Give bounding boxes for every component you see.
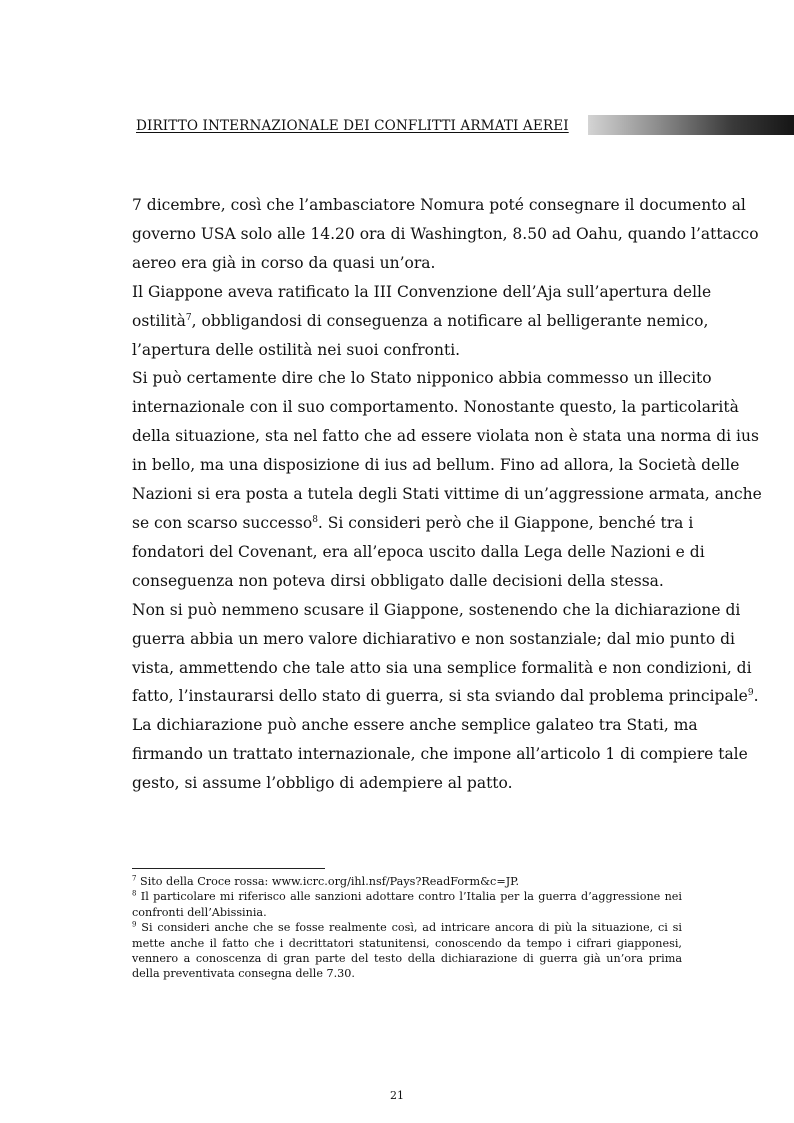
text-line: Nazioni si era posta a tutela degli Stati vittime di un’aggressione armata, anche bbox=[132, 485, 762, 504]
header-title: DIRITTO INTERNAZIONALE DEI CONFLITTI ARMATI AEREI bbox=[136, 118, 569, 134]
footnotes bbox=[132, 874, 682, 982]
footnote-separator bbox=[132, 868, 325, 869]
footnote-line: confronti dell’Abissinia. bbox=[132, 905, 267, 919]
text-line: vista, ammettendo che tale atto sia una semplice formalità e non condizioni, di bbox=[132, 658, 752, 677]
text-segment: se con scarso successo bbox=[132, 513, 313, 532]
footnote-mark: 7 bbox=[132, 874, 137, 883]
text-segment: fatto, l’instaurarsi dello stato di guerra, si sta sviando dal problema principale bbox=[132, 687, 748, 706]
text-line: internazionale con il suo comportamento. Nonostante questo, la particolarità bbox=[132, 398, 739, 417]
text-line: La dichiarazione può anche essere anche semplice galateo tra Stati, ma bbox=[132, 716, 698, 735]
paragraph-1 bbox=[132, 191, 759, 278]
text-segment: . bbox=[753, 687, 759, 706]
text-line bbox=[132, 509, 694, 538]
text-line: aereo era già in corso da quasi un’ora. bbox=[132, 253, 436, 272]
text-line: 7 dicembre, così che l’ambasciatore Nomura poté consegnare il documento al bbox=[132, 196, 746, 214]
footnote-8 bbox=[132, 889, 682, 920]
text-segment: ostilità bbox=[132, 311, 186, 330]
text-line: firmando un trattato internazionale, che impone all’articolo 1 di compiere tale bbox=[132, 745, 748, 764]
body-text bbox=[132, 191, 762, 798]
text-line: Non si può nemmeno scusare il Giappone, sostenendo che la dichiarazione di bbox=[132, 600, 741, 619]
footnote-line bbox=[132, 874, 682, 889]
footnote-ref-7: 7 bbox=[185, 312, 192, 323]
paragraph-3 bbox=[132, 364, 762, 595]
text-line: in bello, ma una disposizione di ius ad bellum. Fino ad allora, la Società delle bbox=[132, 456, 740, 475]
text-line: fondatori del Covenant, era all’epoca uscito dalla Lega delle Nazioni e di bbox=[132, 542, 705, 561]
footnote-7 bbox=[132, 874, 682, 889]
footnote-line bbox=[132, 920, 682, 935]
text-line: Il Giappone aveva ratificato la III Convenzione dell’Aja sull’apertura delle bbox=[132, 282, 712, 301]
footnote-mark: 9 bbox=[132, 920, 137, 929]
text-line: gesto, si assume l’obbligo di adempiere al patto. bbox=[132, 774, 513, 793]
footnote-mark: 8 bbox=[132, 889, 137, 898]
text-line: Si può certamente dire che lo Stato nipponico abbia commesso un illecito bbox=[132, 369, 712, 388]
footnote-9 bbox=[132, 920, 682, 982]
footnote-line bbox=[132, 889, 682, 904]
footnote-ref-8: 8 bbox=[312, 514, 318, 525]
text-line bbox=[132, 682, 759, 711]
text-line: l’apertura delle ostilità nei suoi confronti. bbox=[132, 340, 461, 359]
page-number: 21 bbox=[390, 1089, 404, 1102]
header-gradient-bar bbox=[588, 115, 794, 135]
footnote-text: Sito della Croce rossa: www.icrc.org/ihl.nsf/Pays?ReadForm&c=JP. bbox=[140, 875, 519, 888]
text-line: conseguenza non poteva dirsi obbligato dalle decisioni della stessa. bbox=[132, 571, 664, 590]
text-line bbox=[132, 307, 709, 336]
footnote-ref-9: 9 bbox=[747, 688, 754, 699]
paragraph-4 bbox=[132, 596, 759, 798]
text-line: governo USA solo alle 14.20 ora di Washington, 8.50 ad Oahu, quando l’attacco bbox=[132, 224, 759, 243]
footnote-line: mette anche il fatto che i decrittatori statunitensi, conoscendo da tempo i cifrari giapponesi, bbox=[132, 936, 682, 950]
text-segment: , obbligandosi di conseguenza a notificare al belligerante nemico, bbox=[191, 311, 709, 330]
text-segment: . Si consideri però che il Giappone, benché tra i bbox=[317, 513, 694, 532]
text-line: della situazione, sta nel fatto che ad essere violata non è stata una norma di ius bbox=[132, 427, 759, 446]
footnote-text: Si consideri anche che se fosse realmente così, ad intricare ancora di più la situazione, ci si bbox=[141, 921, 682, 935]
text-line: guerra abbia un mero valore dichiarativo e non sostanziale; dal mio punto di bbox=[132, 629, 735, 648]
footnote-text: Il particolare mi riferisco alle sanzioni adottare contro l’Italia per la guerra d’aggressione nei bbox=[140, 890, 682, 904]
paragraph-2 bbox=[132, 278, 712, 365]
footnote-line: vennero a conoscenza di gran parte del testo della dichiarazione di guerra già un’ora prima bbox=[132, 952, 682, 966]
footnote-line: della preventivata consegna delle 7.30. bbox=[132, 967, 355, 981]
